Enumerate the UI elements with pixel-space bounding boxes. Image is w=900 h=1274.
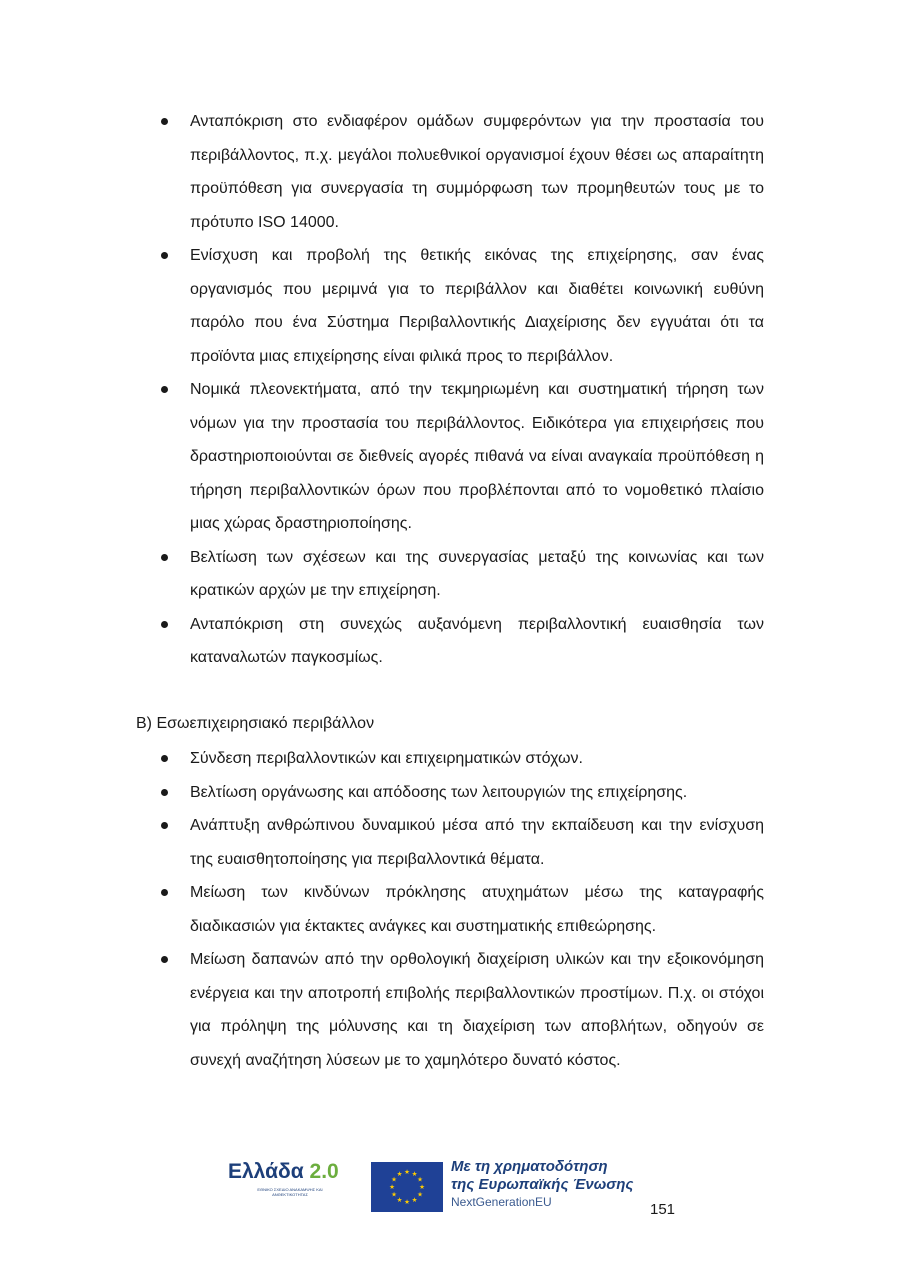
- star-icon: ★: [404, 1169, 410, 1177]
- star-icon: ★: [391, 1191, 397, 1199]
- section-a-list: [0, 105, 900, 675]
- eu-funding-line-2: της Ευρωπαϊκής Ένωσης: [451, 1176, 634, 1193]
- star-icon: ★: [417, 1191, 423, 1199]
- greece-2-0-logo: [228, 1160, 348, 1206]
- eu-flag-icon: [371, 1162, 443, 1212]
- star-icon: ★: [417, 1176, 423, 1184]
- star-icon: ★: [411, 1171, 418, 1179]
- eu-funding-line-3: NextGenerationEU: [451, 1195, 552, 1209]
- list-item: Σύνδεση περιβαλλοντικών και επιχειρηματικών στόχων.: [0, 742, 900, 776]
- list-item: Ανάπτυξη ανθρώπινου δυναμικού μέσα από την εκπαίδευση και την ενίσχυση της ευαισθητοποίησης για περιβαλλοντικά θέματα.: [0, 809, 900, 876]
- eu-funding-text: [451, 1158, 633, 1210]
- greece-logo-version: 2.0: [309, 1160, 339, 1183]
- list-item: Μείωση δαπανών από την ορθολογική διαχείριση υλικών και την εξοικονόμηση ενέργεια και την αποτροπή επιβολής περιβαλλοντικών προστίμων. Π.χ. οι στόχοι για πρόληψη της μόλυνσης και τη διαχείριση των αποβλήτων, οδηγούν σε συνεχή αναζήτηση λύσεων με το χαμηλότερο δυνατό κόστος.: [0, 943, 900, 1077]
- star-icon: ★: [404, 1199, 410, 1207]
- section-b-heading: Β) Εσωεπιχειρησιακό περιβάλλον: [136, 715, 375, 732]
- star-icon: ★: [389, 1184, 395, 1192]
- list-item: Βελτίωση των σχέσεων και της συνεργασίας μεταξύ της κοινωνίας και των κρατικών αρχών με την επιχείρηση.: [0, 541, 900, 608]
- star-icon: ★: [411, 1197, 418, 1205]
- star-icon: ★: [396, 1171, 403, 1179]
- section-b-list: [0, 742, 900, 1077]
- greece-logo-subtitle: ΕΘΝΙΚΟ ΣΧΕΔΙΟ ΑΝΑΚΑΜΨΗΣ ΚΑΙ ΑΝΘΕΚΤΙΚΟΤΗΤΑΣ: [257, 1187, 323, 1197]
- greece-logo-title: [228, 1160, 339, 1184]
- star-icon: ★: [419, 1184, 425, 1192]
- star-icon: ★: [391, 1176, 397, 1184]
- greece-logo-word: Ελλάδα: [228, 1160, 304, 1183]
- eu-stars-icon: [371, 1162, 443, 1212]
- list-item: Ανταπόκριση στη συνεχώς αυξανόμενη περιβαλλοντική ευαισθησία των καταναλωτών παγκοσμίως.: [0, 608, 900, 675]
- list-item: Νομικά πλεονεκτήματα, από την τεκμηριωμένη και συστηματική τήρηση των νόμων για την προστασία του περιβάλλοντος. Ειδικότερα για επιχειρήσεις που δραστηριοποιούνται σε διεθνείς αγορές πιθανά να είναι αναγκαία προϋπόθεση η τήρηση περιβαλλοντικών όρων που προβλέπονται από το νομοθετικό πλαίσιο μιας χώρας δραστηριοποίησης.: [0, 373, 900, 541]
- page-number: 151: [650, 1201, 676, 1218]
- list-item: Ανταπόκριση στο ενδιαφέρον ομάδων συμφερόντων για την προστασία του περιβάλλοντος, π.χ. μεγάλοι πολυεθνικοί οργανισμοί έχουν θέσει ως απαραίτητη προϋπόθεση για συνεργασία τη συμμόρφωση των προμηθευτών τους με το πρότυπο ISO 14000.: [0, 105, 900, 239]
- eu-funding-line-1: Με τη χρηματοδότηση: [451, 1158, 608, 1175]
- list-item: Βελτίωση οργάνωσης και απόδοσης των λειτουργιών της επιχείρησης.: [0, 776, 900, 810]
- list-item: Ενίσχυση και προβολή της θετικής εικόνας της επιχείρησης, σαν ένας οργανισμός που μεριμνά για το περιβάλλον και διαθέτει κοινωνική ευθύνη παρόλο που ένα Σύστημα Περιβαλλοντικής Διαχείρισης δεν εγγυάται ότι τα προϊόντα μιας επιχείρησης είναι φιλικά προς το περιβάλλον.: [0, 239, 900, 373]
- list-item: Μείωση των κινδύνων πρόκλησης ατυχημάτων μέσω της καταγραφής διαδικασιών για έκτακτες ανάγκες και συστηματικής επιθεώρησης.: [0, 876, 900, 943]
- star-icon: ★: [396, 1197, 403, 1205]
